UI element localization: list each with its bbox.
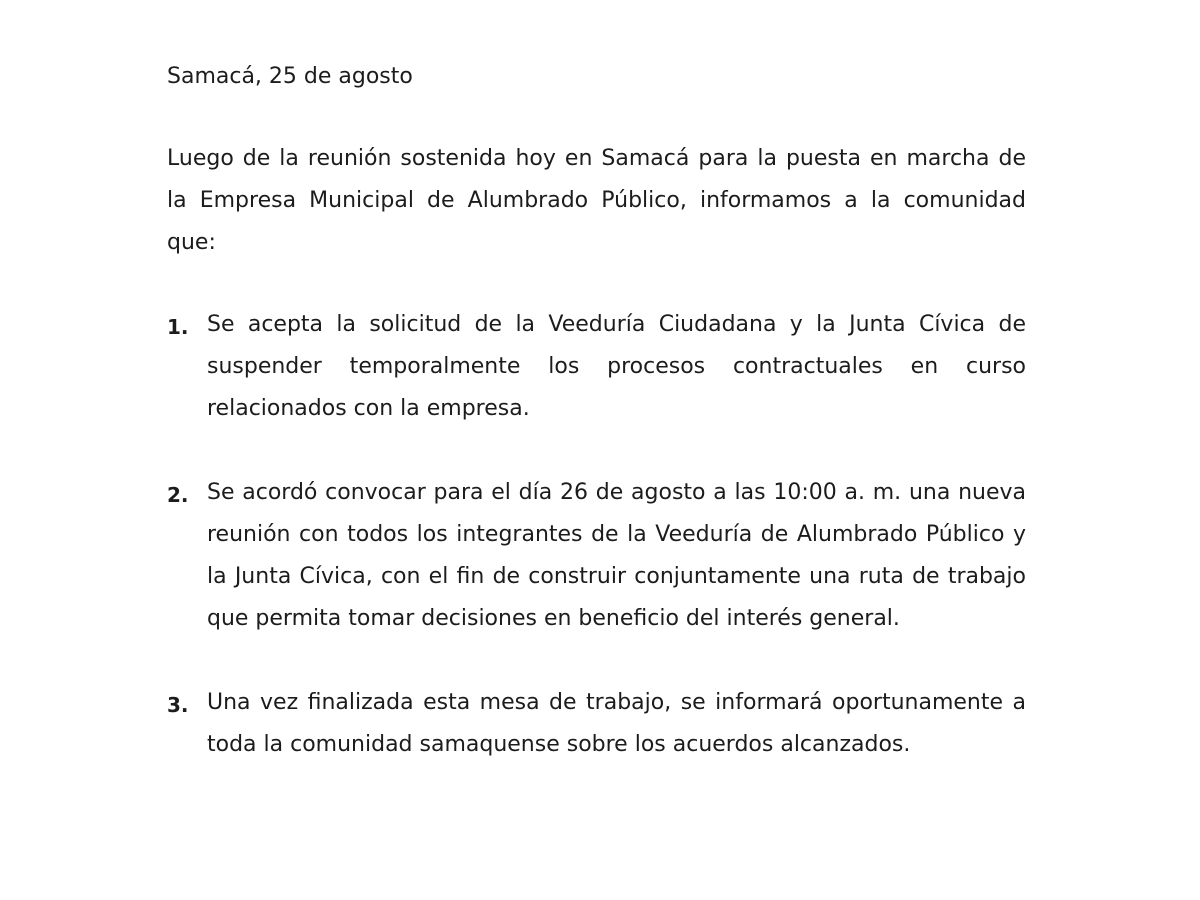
list-item-text: Se acordó convocar para el día 26 de agosto a las 10:00 a. m. una nueva reunión con todos los integrantes de la Veeduría de Alumbrado Público y la Junta Cívica, con el fin de construir conjuntamente una ruta de trabajo que permita tomar decisiones en beneficio del interés general. <box>207 480 1026 631</box>
list-item-number: 1. <box>167 315 189 339</box>
date-line: Samacá, 25 de agosto <box>167 64 413 89</box>
list-item-number: 2. <box>167 483 189 507</box>
list-item-text: Una vez finalizada esta mesa de trabajo, se informará oportunamente a toda la comunidad samaquense sobre los acuerdos alcanzados. <box>207 690 1026 757</box>
list-item-1 <box>167 304 1026 430</box>
list-item-text: Se acepta la solicitud de la Veeduría Ciudadana y la Junta Cívica de suspender temporalmente los procesos contractuales en curso relacionados con la empresa. <box>207 312 1026 421</box>
intro-paragraph: Luego de la reunión sostenida hoy en Samacá para la puesta en marcha de la Empresa Municipal de Alumbrado Público, informamos a la comunidad que: <box>167 146 1026 255</box>
numbered-list <box>167 304 1026 766</box>
list-item-2 <box>167 472 1026 640</box>
list-item-3 <box>167 682 1026 766</box>
list-item-number: 3. <box>167 693 189 717</box>
document-page <box>167 56 1026 808</box>
